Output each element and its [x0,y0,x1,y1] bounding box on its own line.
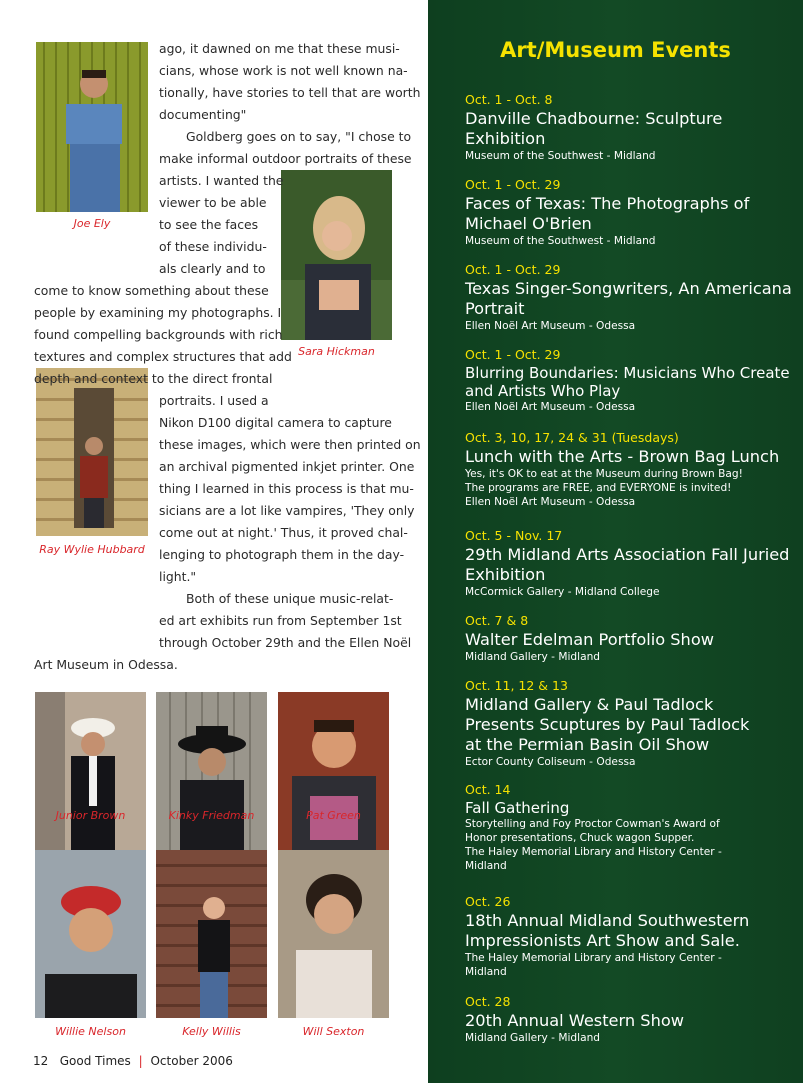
article-line: light." [159,569,197,584]
event-date: Oct. 26 [465,894,511,909]
photo-kelly-willis [156,850,267,1018]
article-line: depth and context to the direct frontal [34,371,273,386]
event-date: Oct. 1 - Oct. 8 [465,92,553,107]
event-venue: Museum of the Southwest - Midland [465,235,656,247]
photo-kinky-friedman [156,692,267,860]
article-line: viewer to be able [159,195,267,210]
event-title: Midland Gallery & Paul Tadlock [465,695,714,714]
footer-separator: | [138,1054,143,1068]
caption-joe-ely: Joe Ely [73,217,111,230]
photo-willie-nelson [35,850,146,1018]
event-venue: Midland Gallery - Midland [465,651,601,663]
event-venue: Ector County Coliseum - Odessa [465,756,636,768]
event-item [465,176,799,248]
photo-pat-green [278,692,389,860]
caption-pat-green: Pat Green [306,809,361,822]
event-description: The Haley Memorial Library and History Center - [465,846,722,858]
event-title: Faces of Texas: The Photographs of [465,194,750,213]
caption-willie-nelson: Willie Nelson [55,1025,126,1038]
article-line: tionally, have stories to tell that are worth [159,85,421,100]
event-venue: Ellen Noël Art Museum - Odessa [465,401,636,413]
event-item [465,261,799,333]
article-line: Art Museum in Odessa. [34,657,178,672]
event-title: Presents Scuptures by Paul Tadlock [465,715,750,734]
event-item [465,527,799,599]
article-line: through October 29th and the Ellen Noël [159,635,412,650]
article-line: an archival pigmented inkjet printer. One [159,459,415,474]
event-item [465,612,799,664]
event-date: Oct. 14 [465,782,511,797]
event-item [465,781,799,873]
event-title: Michael O'Brien [465,214,592,233]
issue-date: October 2006 [150,1054,233,1068]
article-line: found compelling backgrounds with rich [34,327,283,342]
caption-kinky-friedman: Kinky Friedman [168,809,255,822]
event-item [465,346,799,414]
event-date: Oct. 28 [465,994,511,1009]
article-line: documenting" [159,107,247,122]
event-title: 18th Annual Midland Southwestern [465,911,750,930]
event-description: Yes, it's OK to eat at the Museum during Brown Bag! [465,468,743,480]
article-line: come out at night.' Thus, it proved chal- [159,525,408,540]
article-line: these images, which were then printed on [159,437,421,452]
event-title: Lunch with the Arts - Brown Bag Lunch [465,447,780,466]
caption-kelly-willis: Kelly Willis [182,1025,241,1038]
article-line: ed art exhibits run from September 1st [159,613,402,628]
event-description: The Haley Memorial Library and History Center - [465,952,722,964]
event-date: Oct. 1 - Oct. 29 [465,177,561,192]
event-item [465,429,799,509]
event-item [465,893,799,979]
article-line: lenging to photograph them in the day- [159,547,405,562]
event-description: The programs are FREE, and EVERYONE is invited! [465,482,732,494]
article-line: Goldberg goes on to say, "I chose to [186,129,412,144]
event-description: Midland [465,966,507,978]
event-title: Impressionists Art Show and Sale. [465,931,740,950]
photo-junior-brown [35,692,146,860]
event-date: Oct. 3, 10, 17, 24 & 31 (Tuesdays) [465,430,679,445]
events-title: Art/Museum Events [500,38,731,62]
event-venue: Ellen Noël Art Museum - Odessa [465,496,636,508]
article-line: Both of these unique music-relat- [186,591,394,606]
publication-name: Good Times [59,1054,131,1068]
event-date: Oct. 11, 12 & 13 [465,678,568,693]
article-line: ago, it dawned on me that these musi- [159,41,400,56]
photo-ray-wylie-hubbard [36,368,148,536]
article-line: sicians are a lot like vampires, 'They only [159,503,415,518]
event-venue: Midland Gallery - Midland [465,1032,601,1044]
article-line: come to know something about these [34,283,269,298]
page-number: 12 [33,1054,49,1068]
event-date: Oct. 5 - Nov. 17 [465,528,563,543]
article-line: thing I learned in this process is that mu- [159,481,414,496]
event-title: 29th Midland Arts Association Fall Juried [465,545,790,564]
event-title: 20th Annual Western Show [465,1011,684,1030]
event-item [465,91,799,163]
event-date: Oct. 1 - Oct. 29 [465,262,561,277]
event-venue: McCormick Gallery - Midland College [465,586,660,598]
caption-will-sexton: Will Sexton [302,1025,365,1038]
article-line: Nikon D100 digital camera to capture [159,415,392,430]
article-line: textures and complex structures that add [34,349,292,364]
event-title: at the Permian Basin Oil Show [465,735,710,754]
event-date: Oct. 7 & 8 [465,613,529,628]
event-title: Danville Chadbourne: Sculpture [465,109,723,128]
event-title: Walter Edelman Portfolio Show [465,630,714,649]
event-title: Texas Singer-Songwriters, An Americana [465,279,792,298]
article-line: als clearly and to [159,261,266,276]
event-description: Honor presentations, Chuck wagon Supper. [465,832,695,844]
event-date: Oct. 1 - Oct. 29 [465,347,561,362]
event-title: Exhibition [465,565,546,584]
events-panel [428,0,803,1083]
event-description: Midland [465,860,507,872]
article-line: portraits. I used a [159,393,269,408]
photo-joe-ely [36,42,148,212]
article-line: cians, whose work is not well known na- [159,63,408,78]
photo-will-sexton [278,850,389,1018]
caption-junior-brown: Junior Brown [55,809,126,822]
event-title: Exhibition [465,129,546,148]
article-line: to see the faces [159,217,259,232]
article-line: of these individu- [159,239,267,254]
article-line: artists. I wanted the [159,173,284,188]
event-title: Portrait [465,299,525,318]
event-item [465,993,799,1045]
event-item [465,677,799,769]
event-title: Fall Gathering [465,799,570,817]
article-line: make informal outdoor portraits of these [159,151,412,166]
event-venue: Museum of the Southwest - Midland [465,150,656,162]
event-title: Blurring Boundaries: Musicians Who Create [465,364,790,382]
caption-sara-hickman: Sara Hickman [298,345,375,358]
event-title: and Artists Who Play [465,382,621,400]
event-description: Storytelling and Foy Proctor Cowman's Award of [465,818,720,830]
page-footer [33,1054,233,1068]
event-venue: Ellen Noël Art Museum - Odessa [465,320,636,332]
caption-ray-wylie-hubbard: Ray Wylie Hubbard [39,543,145,556]
photo-sara-hickman [281,170,392,340]
article-line: people by examining my photographs. I [34,305,282,320]
